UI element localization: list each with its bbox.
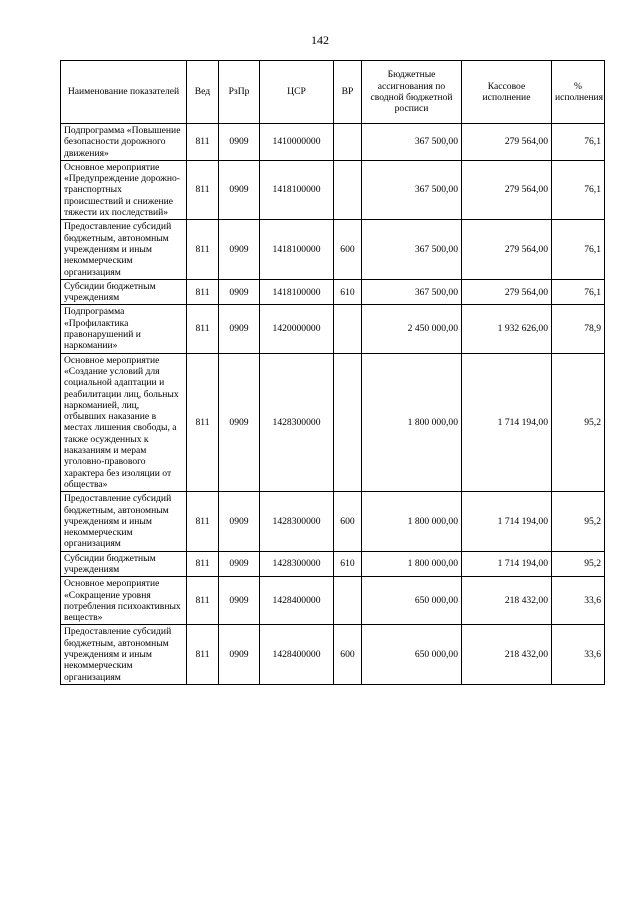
cell-ved: 811 xyxy=(187,492,219,551)
cell-rzpr: 0909 xyxy=(219,353,260,492)
cell-executed: 279 564,00 xyxy=(462,279,552,305)
cell-executed: 1 932 626,00 xyxy=(462,305,552,353)
cell-name: Предоставление субсидий бюджетным, автономным учреждениям и иным некоммерческим организациям xyxy=(61,492,187,551)
table-row xyxy=(61,625,605,684)
table-row xyxy=(61,220,605,279)
cell-ved: 811 xyxy=(187,353,219,492)
cell-assigned: 650 000,00 xyxy=(362,625,462,684)
table-row xyxy=(61,577,605,625)
cell-rzpr: 0909 xyxy=(219,124,260,161)
cell-percent: 76,1 xyxy=(552,160,605,219)
cell-vr xyxy=(334,160,362,219)
table-row xyxy=(61,353,605,492)
cell-vr: 610 xyxy=(334,551,362,577)
cell-percent: 76,1 xyxy=(552,220,605,279)
cell-executed: 279 564,00 xyxy=(462,220,552,279)
cell-csr: 1410000000 xyxy=(260,124,334,161)
cell-assigned: 367 500,00 xyxy=(362,124,462,161)
cell-vr: 600 xyxy=(334,625,362,684)
cell-percent: 78,9 xyxy=(552,305,605,353)
cell-executed: 279 564,00 xyxy=(462,160,552,219)
cell-vr: 610 xyxy=(334,279,362,305)
header-name: Наименование показателей xyxy=(61,61,187,124)
cell-vr xyxy=(334,353,362,492)
cell-assigned: 1 800 000,00 xyxy=(362,492,462,551)
cell-vr xyxy=(334,124,362,161)
table-row xyxy=(61,305,605,353)
cell-csr: 1428400000 xyxy=(260,577,334,625)
header-percent: % исполнения xyxy=(552,61,605,124)
cell-name: Основное мероприятие «Создание условий для социальной адаптации и реабилитации лиц, больных наркоманией, лиц, отбывших наказание в местах лишения свободы, а также осужденных к наказаниям и мерам уголовно-правового характера без изоляции от общества» xyxy=(61,353,187,492)
cell-rzpr: 0909 xyxy=(219,220,260,279)
cell-csr: 1428300000 xyxy=(260,551,334,577)
cell-ved: 811 xyxy=(187,577,219,625)
cell-executed: 1 714 194,00 xyxy=(462,492,552,551)
header-executed: Кассовое исполнение xyxy=(462,61,552,124)
cell-vr: 600 xyxy=(334,220,362,279)
cell-vr: 600 xyxy=(334,492,362,551)
cell-csr: 1418100000 xyxy=(260,160,334,219)
cell-name: Предоставление субсидий бюджетным, автономным учреждениям и иным некоммерческим организациям xyxy=(61,220,187,279)
cell-percent: 76,1 xyxy=(552,279,605,305)
cell-rzpr: 0909 xyxy=(219,625,260,684)
cell-assigned: 1 800 000,00 xyxy=(362,353,462,492)
cell-ved: 811 xyxy=(187,220,219,279)
cell-name: Предоставление субсидий бюджетным, автономным учреждениям и иным некоммерческим организациям xyxy=(61,625,187,684)
table-row xyxy=(61,124,605,161)
cell-name: Подпрограмма «Повышение безопасности дорожного движения» xyxy=(61,124,187,161)
table-row xyxy=(61,492,605,551)
cell-executed: 279 564,00 xyxy=(462,124,552,161)
cell-name: Основное мероприятие «Предупреждение дорожно-транспортных происшествий и снижение тяжести их последствий» xyxy=(61,160,187,219)
page-number: 142 xyxy=(311,33,329,47)
header-ved: Вед xyxy=(187,61,219,124)
cell-percent: 33,6 xyxy=(552,625,605,684)
cell-executed: 218 432,00 xyxy=(462,577,552,625)
cell-percent: 76,1 xyxy=(552,124,605,161)
cell-assigned: 2 450 000,00 xyxy=(362,305,462,353)
cell-rzpr: 0909 xyxy=(219,577,260,625)
cell-percent: 95,2 xyxy=(552,551,605,577)
cell-name: Подпрограмма «Профилактика правонарушений и наркомании» xyxy=(61,305,187,353)
cell-ved: 811 xyxy=(187,305,219,353)
header-rzpr: РзПр xyxy=(219,61,260,124)
table-row xyxy=(61,160,605,219)
cell-executed: 218 432,00 xyxy=(462,625,552,684)
table-row xyxy=(61,279,605,305)
cell-ved: 811 xyxy=(187,625,219,684)
cell-percent: 95,2 xyxy=(552,353,605,492)
cell-vr xyxy=(334,577,362,625)
cell-ved: 811 xyxy=(187,551,219,577)
cell-csr: 1428300000 xyxy=(260,353,334,492)
table-body xyxy=(61,124,605,685)
cell-name: Основное мероприятие «Сокращение уровня потребления психоактивных веществ» xyxy=(61,577,187,625)
cell-csr: 1418100000 xyxy=(260,279,334,305)
cell-rzpr: 0909 xyxy=(219,305,260,353)
cell-assigned: 650 000,00 xyxy=(362,577,462,625)
cell-rzpr: 0909 xyxy=(219,551,260,577)
cell-csr: 1418100000 xyxy=(260,220,334,279)
budget-execution-table xyxy=(60,60,605,685)
cell-executed: 1 714 194,00 xyxy=(462,551,552,577)
cell-csr: 1420000000 xyxy=(260,305,334,353)
table-header-row xyxy=(61,61,605,124)
cell-assigned: 1 800 000,00 xyxy=(362,551,462,577)
cell-percent: 33,6 xyxy=(552,577,605,625)
cell-percent: 95,2 xyxy=(552,492,605,551)
cell-assigned: 367 500,00 xyxy=(362,279,462,305)
cell-ved: 811 xyxy=(187,160,219,219)
header-csr: ЦСР xyxy=(260,61,334,124)
cell-rzpr: 0909 xyxy=(219,279,260,305)
cell-vr xyxy=(334,305,362,353)
cell-csr: 1428300000 xyxy=(260,492,334,551)
cell-ved: 811 xyxy=(187,279,219,305)
cell-executed: 1 714 194,00 xyxy=(462,353,552,492)
cell-ved: 811 xyxy=(187,124,219,161)
cell-csr: 1428400000 xyxy=(260,625,334,684)
header-vr: ВР xyxy=(334,61,362,124)
cell-rzpr: 0909 xyxy=(219,160,260,219)
table-row xyxy=(61,551,605,577)
header-assigned: Бюджетные ассигнования по сводной бюджетной росписи xyxy=(362,61,462,124)
cell-rzpr: 0909 xyxy=(219,492,260,551)
cell-assigned: 367 500,00 xyxy=(362,160,462,219)
cell-name: Субсидии бюджетным учреждениям xyxy=(61,551,187,577)
cell-name: Субсидии бюджетным учреждениям xyxy=(61,279,187,305)
cell-assigned: 367 500,00 xyxy=(362,220,462,279)
